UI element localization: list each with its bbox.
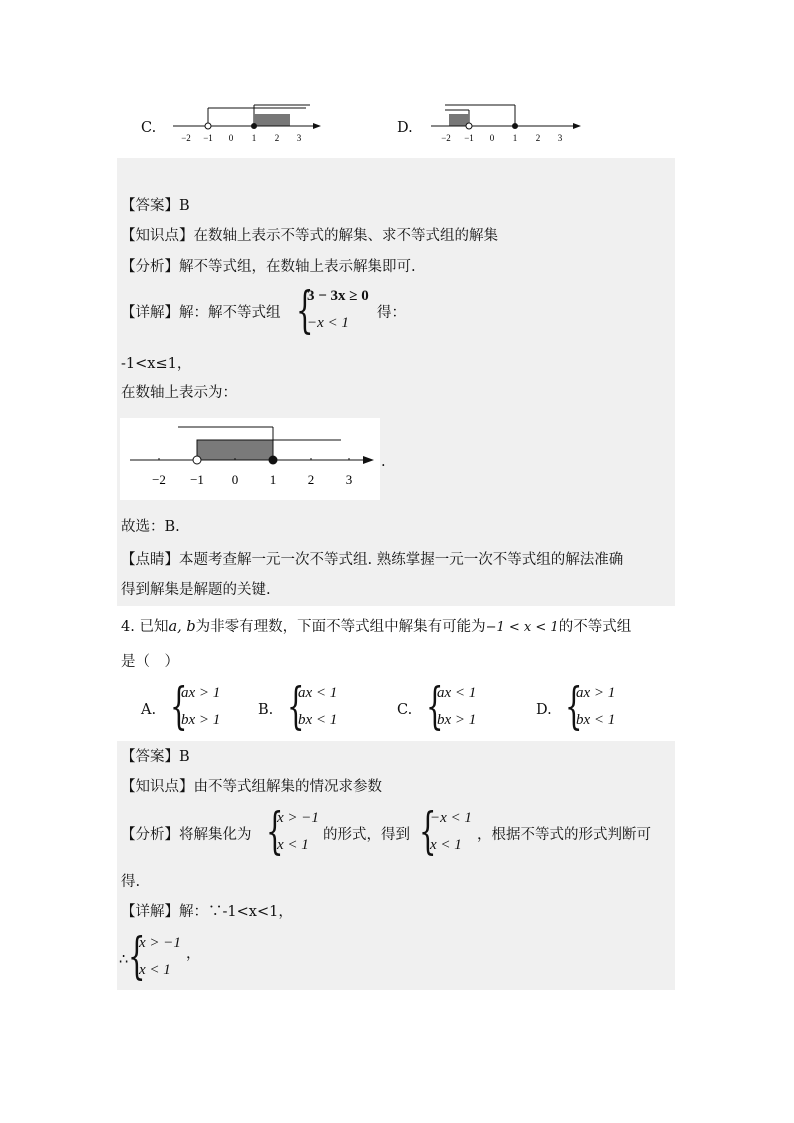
option-c-label: C.: [397, 702, 413, 718]
tick-label: 1: [512, 133, 518, 143]
left-brace: {: [128, 927, 146, 985]
q4-analysis-mid: 的形式，得到: [323, 827, 410, 843]
system-line-1: ax < 1: [298, 685, 338, 701]
left-brace: {: [266, 802, 284, 860]
system-line-2: bx < 1: [298, 712, 338, 728]
q4-stem-line-1: [121, 617, 631, 638]
system-line-1: ax < 1: [437, 685, 477, 701]
left-brace: {: [170, 677, 188, 735]
tick-label: 3: [557, 133, 563, 143]
answer-tag: 【答案】: [121, 749, 179, 765]
tick-label: −2: [152, 472, 166, 487]
comment-text: 本题考查解一元一次不等式组. 熟练掌握一元一次不等式组的解法准确: [179, 552, 624, 568]
system-line-2: −x < 1: [307, 315, 349, 331]
option-d-number-line: [425, 100, 585, 146]
q3-comment-line-1: [121, 550, 623, 570]
q4-answer: [121, 747, 190, 767]
comment-tag: 【点睛】: [121, 552, 179, 568]
tick-label: −1: [203, 133, 213, 143]
q3-inequality-system: [296, 281, 376, 340]
tick-label: 3: [296, 133, 302, 143]
tick-label: 2: [274, 133, 280, 143]
detail-text: 解：∵-1<x<1，: [179, 904, 293, 920]
option-d-system: [565, 677, 625, 736]
q4-final-system: [128, 927, 188, 986]
system-line-2: bx > 1: [437, 712, 477, 728]
left-brace: {: [565, 677, 583, 735]
q4-analysis-system-1: [266, 802, 324, 861]
q3-detail-suffix: 得：: [377, 305, 406, 321]
q4-analysis-end: ，根据不等式的形式判断可: [477, 827, 651, 843]
system-line-1: ax > 1: [576, 685, 616, 701]
q3-result: -1<x≤1，: [121, 356, 192, 372]
q4-final-comma: ，: [186, 946, 201, 962]
tick-label: −1: [190, 472, 204, 487]
q4-knowledge: [121, 777, 382, 797]
tick-label: −2: [441, 133, 451, 143]
system-line-1: 3 − 3x ≥ 0: [307, 288, 369, 304]
q4-analysis-tail: 得.: [121, 874, 141, 890]
tick-label: 0: [231, 472, 239, 487]
option-b-system: [287, 677, 347, 736]
option-a-label: A.: [141, 702, 157, 718]
q3-answer: [121, 196, 190, 216]
q4-analysis-system-2: [419, 802, 477, 861]
option-d-label: D.: [397, 120, 413, 136]
tick-label: −2: [181, 133, 191, 143]
system-line-1: −x < 1: [430, 810, 472, 826]
system-line-2: x < 1: [277, 837, 309, 853]
system-line-1: x > −1: [139, 935, 181, 951]
option-c-number-line: [170, 100, 325, 146]
detail-tag: 【详解】: [121, 904, 179, 920]
system-line-1: ax > 1: [181, 685, 221, 701]
tick-label: 0: [489, 133, 495, 143]
q3-numline-period: .: [381, 454, 386, 470]
stem-range: −1 < x < 1: [485, 620, 559, 635]
q4-analysis: [121, 825, 252, 845]
q3-choice: 故选：B.: [121, 519, 180, 535]
q3-numline-intro: 在数轴上表示为：: [121, 385, 237, 401]
tick-label: 0: [228, 133, 234, 143]
knowledge-tag: 【知识点】: [121, 228, 194, 244]
tick-label: 1: [269, 472, 277, 487]
analysis-tag: 【分析】: [121, 827, 179, 843]
tick-label: −1: [464, 133, 474, 143]
q4-therefore: ∴: [119, 952, 129, 968]
system-line-1: x > −1: [277, 810, 319, 826]
left-brace: {: [296, 281, 314, 339]
q3-solution-number-line: [120, 418, 380, 500]
left-brace: {: [426, 677, 444, 735]
answer-value: B: [179, 198, 190, 214]
q3-knowledge: [121, 226, 498, 246]
analysis-text: 解不等式组，在数轴上表示解集即可.: [179, 259, 416, 275]
q3-comment-line-2: 得到解集是解题的关键.: [121, 582, 271, 598]
system-line-2: bx < 1: [576, 712, 616, 728]
analysis-text: 将解集化为: [179, 827, 252, 843]
option-a-system: [170, 677, 230, 736]
detail-tag: 【详解】: [121, 305, 179, 321]
stem-text: 4. 已知: [121, 619, 169, 635]
knowledge-tag: 【知识点】: [121, 779, 194, 795]
stem-vars: a, b: [168, 619, 196, 635]
stem-text: 的不等式组: [558, 619, 632, 635]
tick-label: 1: [251, 133, 257, 143]
tick-label: 3: [345, 472, 353, 487]
q3-detail: [121, 303, 281, 323]
left-brace: {: [419, 802, 437, 860]
q3-analysis: [121, 257, 416, 277]
system-line-2: x < 1: [139, 962, 171, 978]
answer-tag: 【答案】: [121, 198, 179, 214]
answer-value: B: [179, 749, 190, 765]
stem-text: 为非零有理数，下面不等式组中解集有可能为: [195, 619, 486, 635]
option-d-label: D.: [536, 702, 552, 718]
system-line-2: x < 1: [430, 837, 462, 853]
option-c-system: [426, 677, 486, 736]
left-brace: {: [287, 677, 305, 735]
tick-label: 2: [307, 472, 315, 487]
tick-label: 2: [535, 133, 541, 143]
detail-text: 解：解不等式组: [179, 305, 281, 321]
knowledge-text: 在数轴上表示不等式的解集、求不等式组的解集: [193, 228, 498, 244]
knowledge-text: 由不等式组解集的情况求参数: [193, 779, 382, 795]
q4-stem-line-2: 是（ ）: [121, 654, 179, 670]
option-b-label: B.: [258, 702, 274, 718]
analysis-tag: 【分析】: [121, 259, 179, 275]
q4-detail: [121, 902, 293, 922]
system-line-2: bx > 1: [181, 712, 221, 728]
option-c-label: C.: [141, 120, 157, 136]
